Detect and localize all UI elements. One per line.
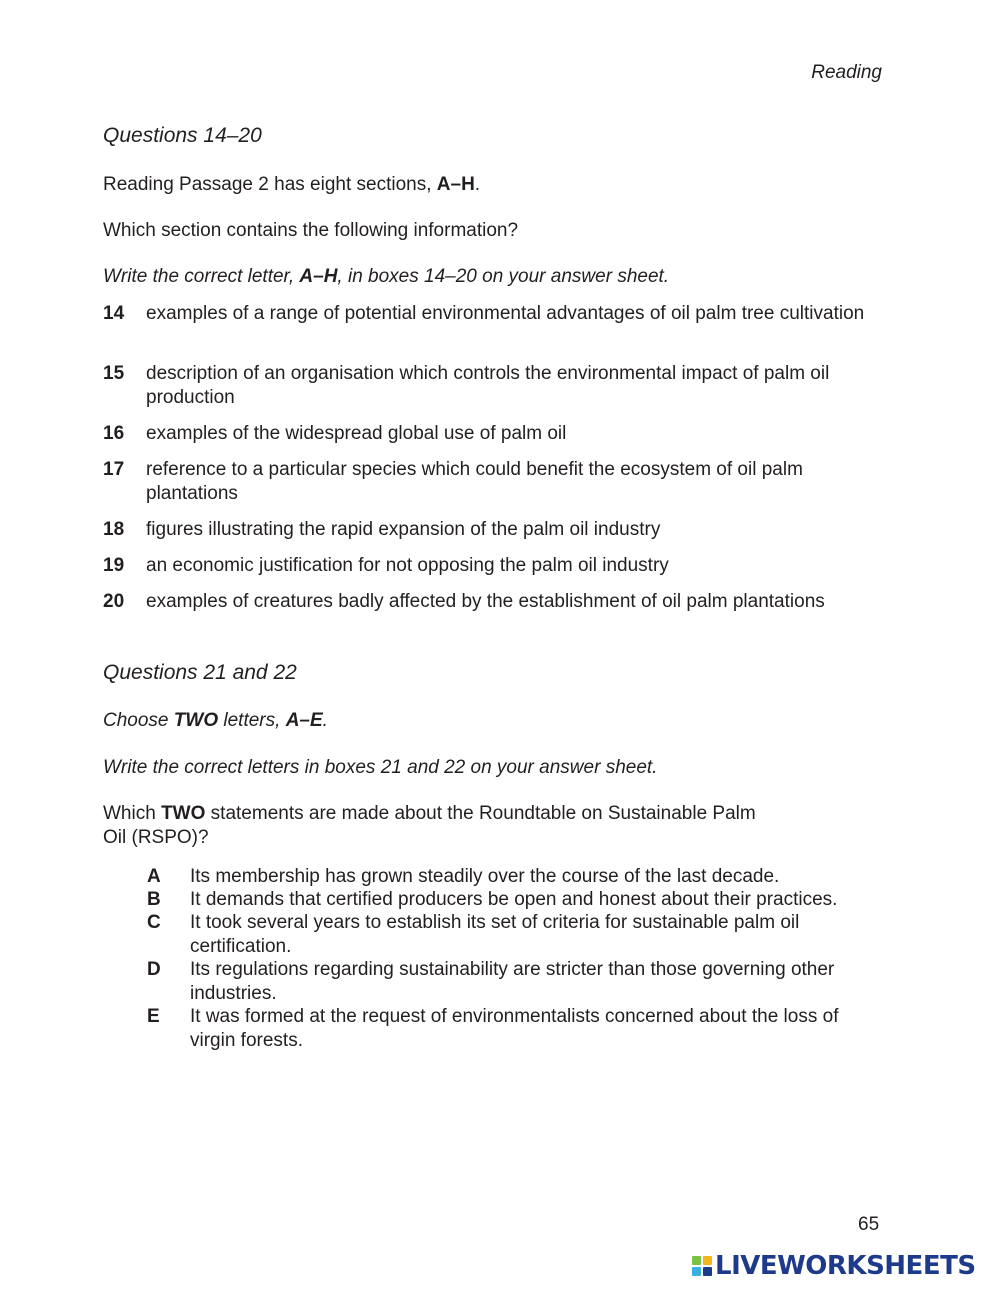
logo-block-v — [692, 1267, 701, 1276]
instruction-choose — [103, 709, 328, 733]
instruction-sections-range: A–H — [436, 174, 475, 195]
question-two: TWO — [161, 803, 206, 824]
question-post: statements are made about the Roundtable on Sustainable Palm — [205, 803, 756, 824]
option-item — [147, 958, 887, 1005]
question-text: examples of a range of potential environmental advantages of oil palm tree cultivation — [146, 303, 865, 324]
question-21-22 — [103, 802, 756, 850]
question-number: 18 — [103, 519, 125, 540]
option-text: Its membership has grown steadily over the course of the last decade. — [190, 866, 780, 887]
logo-text: LIVEWORKSHEETS — [715, 1251, 976, 1281]
option-text: It took several years to establish its set of criteria for sustainable palm oil certification. — [190, 912, 800, 957]
instruction-write-letters: Write the correct letters in boxes 21 and 22 on your answer sheet. — [103, 757, 658, 778]
instruction-sections-post: . — [474, 174, 481, 195]
option-letter: D — [147, 959, 161, 980]
question-text: an economic justification for not opposing the palm oil industry — [146, 555, 669, 576]
instruction-write-post: , in boxes 14–20 on your answer sheet. — [337, 266, 670, 287]
logo-block-l — [692, 1256, 701, 1265]
instruction-choose-two: TWO — [173, 710, 219, 731]
section-title-14-20: Questions 14–20 — [103, 124, 262, 147]
logo-blocks-icon — [692, 1256, 712, 1276]
option-text: It was formed at the request of environmentalists concerned about the loss of virgin forests. — [190, 1006, 839, 1051]
option-item — [147, 1005, 887, 1052]
question-item — [103, 302, 883, 326]
option-letter: C — [147, 912, 161, 933]
question-item — [103, 362, 883, 410]
page-number: 65 — [858, 1214, 880, 1235]
instruction-write-letter — [103, 265, 669, 289]
instruction-choose-pre: Choose — [103, 710, 174, 731]
option-item — [147, 911, 887, 958]
question-number: 15 — [103, 363, 125, 384]
question-number: 20 — [103, 591, 125, 612]
question-text: reference to a particular species which could benefit the ecosystem of oil palm plantations — [146, 459, 803, 504]
question-pre: Which — [103, 803, 162, 824]
liveworksheets-logo — [692, 1250, 976, 1282]
question-text: figures illustrating the rapid expansion of the palm oil industry — [146, 519, 661, 540]
instruction-choose-range: A–E — [285, 710, 323, 731]
question-text: description of an organisation which controls the environmental impact of palm oil production — [146, 363, 830, 408]
logo-block-i — [703, 1256, 712, 1265]
option-letter: B — [147, 889, 161, 910]
question-number: 19 — [103, 555, 125, 576]
option-text: It demands that certified producers be open and honest about their practices. — [190, 889, 838, 910]
question-text: examples of the widespread global use of palm oil — [146, 423, 567, 444]
option-text: Its regulations regarding sustainability are stricter than those governing other industries. — [190, 959, 835, 1004]
question-item — [103, 458, 883, 506]
instruction-question: Which section contains the following information? — [103, 220, 519, 241]
running-head: Reading — [811, 62, 882, 83]
question-number: 16 — [103, 423, 125, 444]
question-item — [103, 590, 883, 614]
instruction-choose-mid: letters, — [218, 710, 286, 731]
question-item — [103, 554, 883, 578]
question-item — [103, 422, 883, 446]
instruction-choose-post: . — [322, 710, 328, 731]
option-item — [147, 888, 887, 912]
instruction-sections-pre: Reading Passage 2 has eight sections, — [103, 174, 437, 195]
question-line-2: Oil (RSPO)? — [103, 827, 209, 848]
question-number: 14 — [103, 303, 125, 324]
instruction-write-pre: Write the correct letter, — [103, 266, 300, 287]
question-item — [103, 518, 883, 542]
option-letter: E — [147, 1006, 160, 1027]
question-text: examples of creatures badly affected by the establishment of oil palm plantations — [146, 591, 825, 612]
instruction-sections — [103, 173, 480, 197]
logo-block-e — [703, 1267, 712, 1276]
question-number: 17 — [103, 459, 125, 480]
option-item — [147, 865, 887, 889]
section-title-21-22: Questions 21 and 22 — [103, 661, 297, 684]
instruction-write-range: A–H — [299, 266, 338, 287]
option-letter: A — [147, 866, 161, 887]
question-line-1 — [103, 802, 756, 826]
